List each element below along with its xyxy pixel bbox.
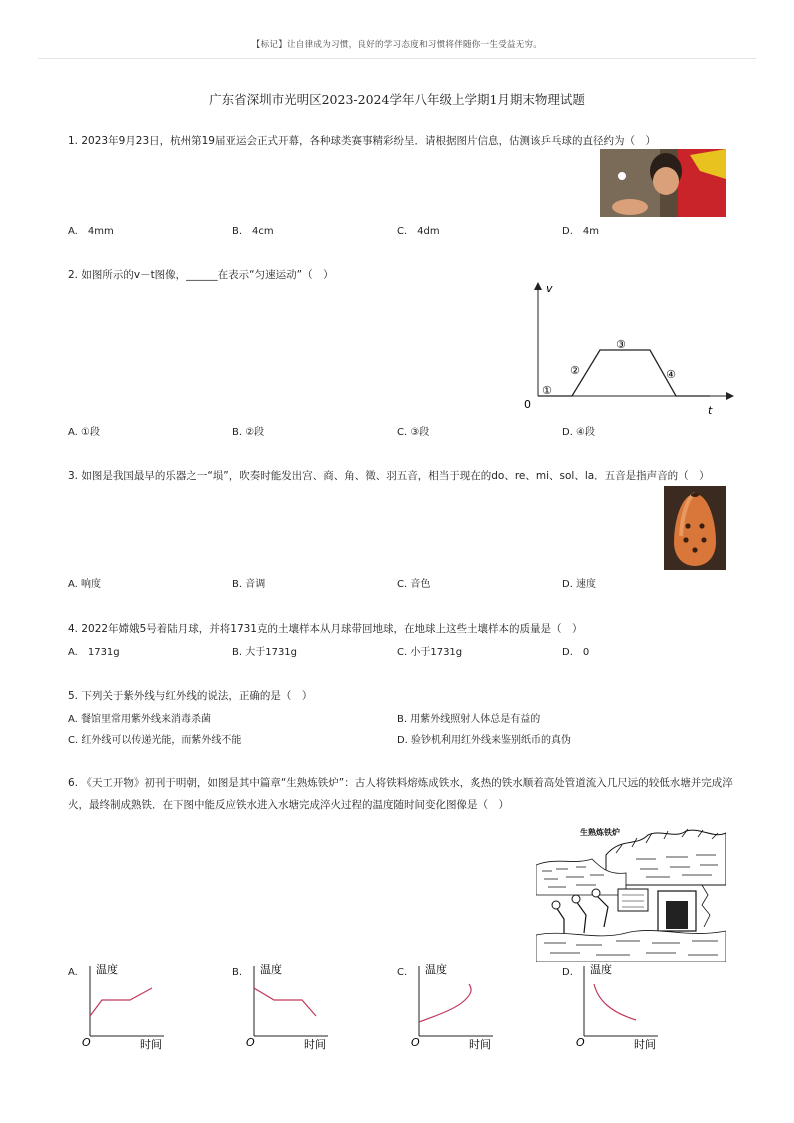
q6-d-curve <box>594 984 636 1020</box>
q6-a-x-label: 时间 <box>140 1038 162 1051</box>
q6-c-x-label: 时间 <box>469 1038 491 1051</box>
q1-option-c[interactable]: C. 4dm <box>397 226 440 237</box>
q4-option-d[interactable]: D. 0 <box>562 647 590 658</box>
segment-2-label: ② <box>570 364 580 377</box>
q6-b-y-label: 温度 <box>260 963 282 976</box>
question-2-stem: 2. 如图所示的v－t图像，______在表示“匀速运动”（ ） <box>68 269 334 281</box>
q6-c-curve <box>419 984 471 1022</box>
q2-option-a[interactable]: A. ①段 <box>68 427 100 438</box>
q3-option-b[interactable]: B. 音调 <box>232 579 266 590</box>
question-4-stem: 4. 2022年嫦娥5号着陆月球，并将1731克的土壤样本从月球带回地球，在地球上这些土壤样本的质量是（ ） <box>68 623 583 635</box>
q6-c-y-label: 温度 <box>425 963 447 976</box>
q6-b-x-label: 时间 <box>304 1038 326 1051</box>
question-6-stem-line-1: 6. 《天工开物》初刊于明朝，如图是其中篇章“生熟炼铁炉”：古人将铁料熔炼成铁水，炙热的铁水顺着高处管道流入几尺远的较低水塘并完成淬 <box>68 777 733 789</box>
q3-option-a[interactable]: A. 响度 <box>68 579 102 590</box>
graph-v-label: v <box>546 282 553 295</box>
q6-a-origin: O <box>82 1036 91 1049</box>
question-5-stem: 5. 下列关于紫外线与红外线的说法，正确的是（ ） <box>68 690 313 702</box>
segment-1-label: ① <box>542 384 552 397</box>
q2-option-c[interactable]: C. ③段 <box>397 427 430 438</box>
q6-option-a-graph[interactable] <box>80 960 170 1052</box>
q6-b-origin: O <box>246 1036 255 1049</box>
iron-furnace-illustration <box>536 825 726 962</box>
q6-option-c-letter[interactable]: C. <box>397 967 408 978</box>
question-3-stem: 3. 如图是我国最早的乐器之一“埙”，吹奏时能发出宫、商、角、徵、羽五音，相当于现在的do、re、mi、sol、la．五音是指声音的（ ） <box>68 470 710 482</box>
q6-d-x-label: 时间 <box>634 1038 656 1051</box>
q5-option-a[interactable]: A. 餐馆里常用紫外线来消毒杀菌 <box>68 714 212 725</box>
q5-option-b[interactable]: B. 用紫外线照射人体总是有益的 <box>397 714 541 725</box>
segment-4-label: ④ <box>666 368 676 381</box>
q6-a-curve <box>90 988 152 1016</box>
q1-option-d[interactable]: D. 4m <box>562 226 599 237</box>
question-6-stem-line-2: 火，最终制成熟铁．在下图中能反应铁水进入水塘完成淬火过程的温度随时间变化图像是（ ） <box>68 799 509 811</box>
q6-option-d-graph[interactable] <box>574 960 664 1052</box>
header-divider <box>38 58 756 59</box>
q6-option-b-graph[interactable] <box>244 960 334 1052</box>
q2-option-b[interactable]: B. ②段 <box>232 427 265 438</box>
q6-option-c-graph[interactable] <box>409 960 499 1052</box>
q6-a-y-label: 温度 <box>96 963 118 976</box>
question-1-stem: 1. 2023年9月23日，杭州第19届亚运会正式开幕，各种球类赛事精彩纷呈．请根据图片信息，估测该乒乓球的直径约为（ ） <box>68 135 656 147</box>
q6-d-origin: O <box>576 1036 585 1049</box>
page-title: 广东省深圳市光明区2023-2024学年八年级上学期1月期末物理试题 <box>209 92 585 107</box>
q6-option-b-letter[interactable]: B. <box>232 967 243 978</box>
q6-option-d-letter[interactable]: D. <box>562 967 573 978</box>
q3-option-c[interactable]: C. 音色 <box>397 579 431 590</box>
q1-option-a[interactable]: A. 4mm <box>68 226 114 237</box>
q1-option-b[interactable]: B. 4cm <box>232 226 274 237</box>
q6-b-curve <box>254 988 316 1016</box>
q3-option-d[interactable]: D. 速度 <box>562 579 597 590</box>
q5-option-c[interactable]: C. 红外线可以传递光能，而紫外线不能 <box>68 735 242 746</box>
vt-graph <box>520 280 735 420</box>
q6-option-a-letter[interactable]: A. <box>68 967 78 978</box>
graph-origin-label: 0 <box>524 398 531 411</box>
q5-option-d[interactable]: D. 验钞机利用红外线来鉴别纸币的真伪 <box>397 735 572 746</box>
q6-c-origin: O <box>411 1036 420 1049</box>
xun-instrument-photo <box>664 486 726 570</box>
q6-d-y-label: 温度 <box>590 963 612 976</box>
segment-3-label: ③ <box>616 338 626 351</box>
graph-t-label: t <box>708 404 713 417</box>
q2-option-d[interactable]: D. ④段 <box>562 427 596 438</box>
table-tennis-photo <box>600 149 726 217</box>
q4-option-a[interactable]: A. 1731g <box>68 647 120 658</box>
illustration-caption: 生熟炼铁炉 <box>580 828 620 837</box>
q4-option-c[interactable]: C. 小于1731g <box>397 647 463 658</box>
q4-option-b[interactable]: B. 大于1731g <box>232 647 298 658</box>
header-note: 【标记】让自律成为习惯，良好的学习态度和习惯将伴随你一生受益无穷。 <box>251 40 543 50</box>
